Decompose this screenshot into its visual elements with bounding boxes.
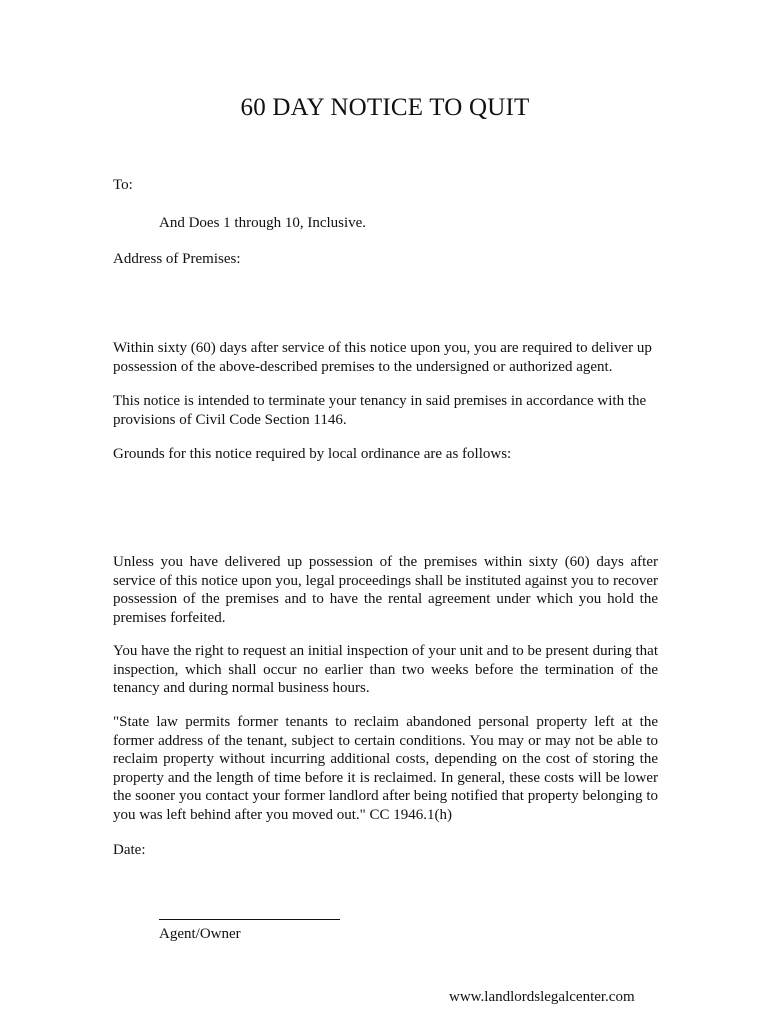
signature-line (159, 919, 340, 920)
does-line: And Does 1 through 10, Inclusive. (159, 215, 367, 231)
paragraph-abandoned-property: "State law permits former tenants to reclaim abandoned personal property left at the former address of the tenant, subject to certain conditions. You may or may not be able to reclaim property without incurring additional costs, depending on the cost of storing the property and the length of time before it is reclaimed. In general, these costs will be lower the sooner you contact your former landlord after being notified that property belonging to you was left behind after you moved out." CC 1946.1(h) (113, 714, 658, 823)
signature-label: Agent/Owner (159, 926, 241, 942)
date-label: Date: (113, 842, 146, 858)
paragraph-delivery-requirement: Within sixty (60) days after service of this notice upon you, you are required to deliver up possession of the above-described premises to the undersigned or authorized agent. (113, 340, 652, 375)
footer-url: www.landlordslegalcenter.com (449, 989, 635, 1005)
paragraph-grounds-label: Grounds for this notice required by local ordinance are as follows: (113, 446, 512, 462)
paragraph-tenancy-termination: This notice is intended to terminate your tenancy in said premises in accordance with the provisions of Civil Code Section 1146. (113, 393, 647, 428)
address-of-premises-label: Address of Premises: (113, 251, 241, 267)
paragraph-legal-proceedings: Unless you have delivered up possession of the premises within sixty (60) days after service of this notice upon you, legal proceedings shall be instituted against you to recover possession of the premises and to have the rental agreement under which you hold the premises forfeited. (113, 554, 658, 626)
document-title: 60 DAY NOTICE TO QUIT (240, 94, 530, 121)
paragraph-inspection-right: You have the right to request an initial inspection of your unit and to be present during that inspection, which shall occur no earlier than two weeks before the termination of the tenancy and during normal business hours. (113, 643, 658, 696)
to-label: To: (113, 177, 133, 193)
